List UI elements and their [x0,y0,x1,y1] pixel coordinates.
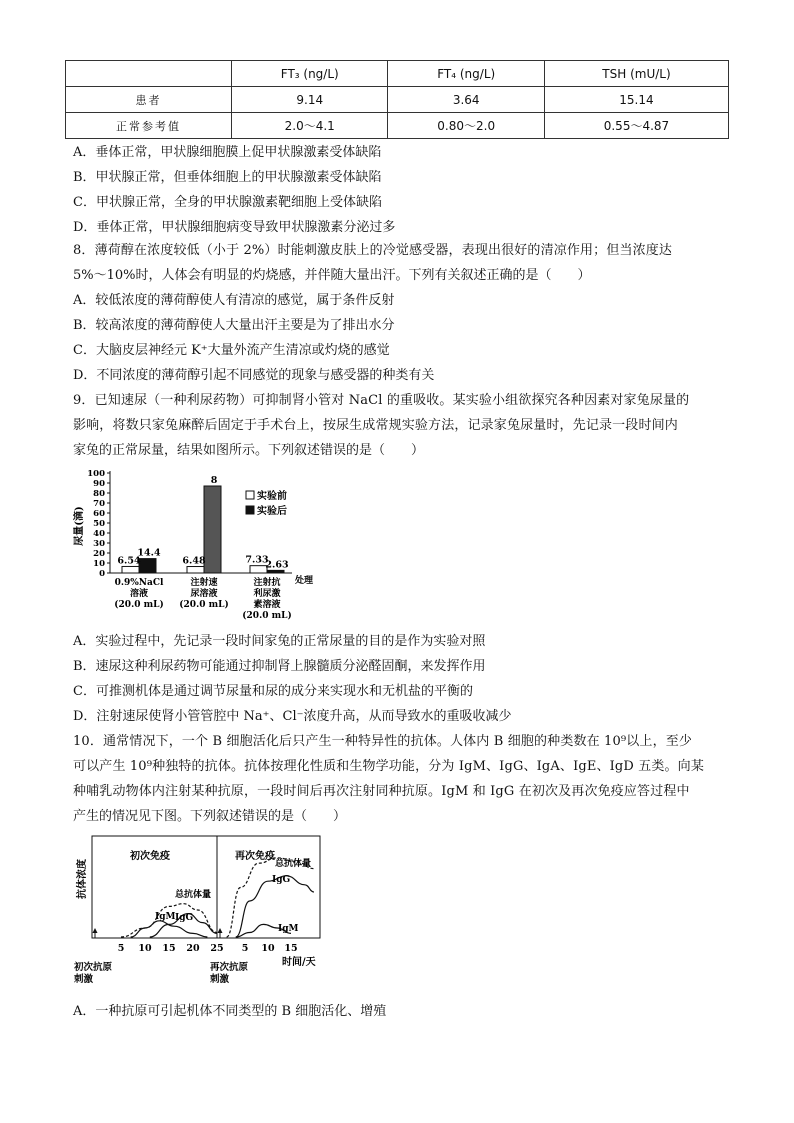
chart-x-axis-label: 处理 [295,576,314,586]
y-tick-label: 40 [93,529,105,539]
table-row [66,113,729,139]
x-tick-label: 5 [117,943,125,954]
y-tick-label: 50 [93,519,105,529]
table-cell: 3.64 [388,87,544,113]
annotation-primary-stimulus: 初次抗原刺激 [74,962,113,985]
q8-option-c: C．大脑皮层神经元 K⁺大量外流产生清凉或灼烧的感觉 [73,343,390,358]
q8-option-a: A．较低浓度的薄荷醇使人有清凉的感觉，属于条件反射 [73,293,395,308]
category-label: 尿溶液 [190,589,218,599]
bar-before [122,566,139,573]
series-label: IgM [155,912,176,922]
q7-option-a: A．垂体正常，甲状腺细胞膜上促甲状腺激素受体缺陷 [73,145,382,160]
chart-x-axis-label: 时间/天 [282,957,316,968]
table-cell: 患者 [66,87,232,113]
table-cell: 正常参考值 [66,113,232,139]
category-label: (20.0 mL) [114,600,164,610]
primary-series-line [131,921,208,937]
chart-y-axis-label: 尿量(滴) [74,506,85,546]
series-label: 总抗体量 [175,890,212,900]
category-label: 溶液 [129,589,149,599]
bar-after [204,486,221,573]
panel-title-secondary: 再次免疫 [235,851,275,862]
legend-swatch-after [246,506,254,514]
x-tick-label: 20 [186,943,200,954]
x-tick-label: 5 [241,943,249,954]
data-label-before: 7.33 [245,554,269,566]
q9-option-c: C．可推测机体是通过调节尿量和尿的成分来实现水和无机盐的平衡的 [73,684,473,699]
category-label: 0.9%NaCl [114,578,164,588]
category-label: 素溶液 [253,600,281,610]
urine-volume-chart [70,466,330,631]
category-label: (20.0 mL) [179,600,229,610]
table-header-cell: FT₃ (ng/L) [232,61,388,87]
chart-y-axis-label: 抗体浓度 [77,859,88,899]
q10-stem-line: 产生的情况见下图。下列叙述错误的是（ ） [73,809,347,824]
primary-stimulus-arrow-head [93,928,98,933]
y-tick-label: 0 [99,569,105,579]
q8-option-d: D．不同浓度的薄荷醇引起不同感觉的现象与感受器的种类有关 [73,368,435,383]
q9-option-d: D．注射速尿使肾小管管腔中 Na⁺、Cl⁻浓度升高，从而导致水的重吸收减少 [73,709,512,724]
q7-option-d: D．垂体正常，甲状腺细胞病变导致甲状腺激素分泌过多 [73,220,396,235]
secondary-stimulus-arrow-head [218,928,223,933]
thyroid-data-table [65,60,729,139]
series-label: IgG [272,875,291,885]
table-cell: 0.55～4.87 [544,113,728,139]
y-tick-label: 60 [93,509,105,519]
q10-stem-line: 可以产生 10⁹种独特的抗体。抗体按理化性质和生物学功能，分为 IgM、IgG、IgA、IgE、IgD 五类。向某 [73,759,704,774]
data-label-after: 2.63 [265,559,289,571]
table-header-cell: FT₄ (ng/L) [388,61,544,87]
y-tick-label: 80 [93,489,105,499]
x-tick-label: 15 [284,943,298,954]
series-label: IgG [175,913,194,923]
category-label: 注射速 [190,578,218,588]
q7-option-b: B．甲状腺正常，但垂体细胞上的甲状腺激素受体缺陷 [73,170,382,185]
q9-stem-line: 9．已知速尿（一种利尿药物）可抑制肾小管对 NaCl 的重吸收。某实验小组欲探究各种因素对家兔尿量的 [73,393,690,408]
table-cell: 15.14 [544,87,728,113]
q10-option-a: A．一种抗原可引起机体不同类型的 B 细胞活化、增殖 [73,1004,387,1019]
q10-stem-line: 10．通常情况下，一个 B 细胞活化后只产生一种特异性的抗体。人体内 B 细胞的种类数在 10⁹以上，至少 [73,734,693,749]
y-tick-label: 30 [93,539,105,549]
series-label: 总抗体量 [275,859,312,869]
y-tick-label: 20 [93,549,105,559]
q7-option-c: C．甲状腺正常，全身的甲状腺激素靶细胞上受体缺陷 [73,195,382,210]
chart-frame [92,836,320,938]
series-label: IgM [278,924,299,934]
data-label-before: 6.48 [182,555,206,567]
bar-after [139,559,156,573]
chart-legend [246,489,287,517]
y-tick-label: 90 [93,479,105,489]
legend-swatch-before [246,491,254,499]
q8-option-b: B．较高浓度的薄荷醇使人大量出汗主要是为了排出水分 [73,318,395,333]
table-header-cell [66,61,232,87]
bar-before [187,567,204,573]
table-cell: 0.80～2.0 [388,113,544,139]
table-cell: 2.0～4.1 [232,113,388,139]
q9-option-a: A．实验过程中，先记录一段时间家兔的正常尿量的目的是作为实验对照 [73,634,486,649]
x-tick-label: 10 [261,943,275,954]
x-tick-label: 10 [138,943,152,954]
y-tick-label: 70 [93,499,105,509]
q8-stem-line: 5%～10%时，人体会有明显的灼烧感，并伴随大量出汗。下列有关叙述正确的是（ ） [73,268,591,283]
bar-after [267,570,284,573]
x-tick-label: 25 [210,943,224,954]
annotation-secondary-stimulus: 再次抗原刺激 [210,962,249,985]
data-label-after: 14.4 [137,547,161,559]
data-label-before: 6.54 [117,555,141,567]
q9-stem-line: 影响，将数只家兔麻醉后固定于手术台上，按尿生成常规实验方法，记录家兔尿量时，先记录一段时间内 [73,418,678,433]
antibody-response-chart [70,834,330,1002]
table-header-cell: TSH (mU/L) [544,61,728,87]
legend-label-after: 实验后 [257,506,287,517]
table-cell: 9.14 [232,87,388,113]
legend-label-before: 实验前 [257,491,287,502]
data-label-after: 8 [210,475,218,486]
category-label: (20.0 mL) [242,611,292,621]
table-header-row [66,61,729,87]
y-tick-label: 100 [87,469,105,479]
table-row [66,87,729,113]
category-label: 利尿激 [253,589,281,599]
category-label: 注射抗 [253,578,281,588]
q9-stem-line: 家兔的正常尿量，结果如图所示。下列叙述错误的是（ ） [73,443,425,458]
y-tick-label: 10 [93,559,105,569]
q8-stem-line: 8．薄荷醇在浓度较低（小于 2%）时能刺激皮肤上的冷觉感受器，表现出很好的清凉作用；但当浓度达 [73,243,673,258]
panel-title-primary: 初次免疫 [130,851,170,862]
q10-stem-line: 种哺乳动物体内注射某种抗原，一段时间后再次注射同种抗原。IgM 和 IgG 在初次及再次免疫应答过程中 [73,784,690,799]
x-tick-label: 15 [162,943,176,954]
q9-option-b: B．速尿这种利尿药物可能通过抑制肾上腺髓质分泌醛固酮，来发挥作用 [73,659,486,674]
secondary-series-line [227,858,314,937]
